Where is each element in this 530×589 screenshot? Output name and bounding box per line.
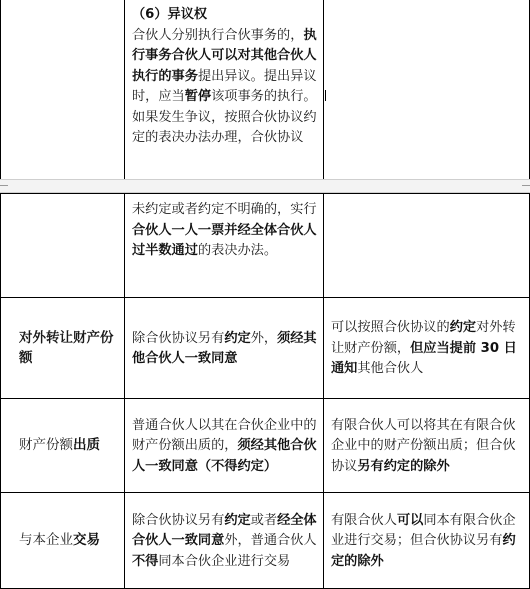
limited-partner-cell (324, 298, 530, 399)
text: 普通合伙人以其在合伙企业中的财产份额出质的， (132, 417, 317, 454)
bold-text: 交易 (73, 532, 100, 549)
bold-text: 约定 (449, 320, 477, 336)
text: 同本有限合伙企业进行交易；但合伙协议另有 (331, 512, 516, 549)
text: 除合伙协议另有 (132, 512, 225, 528)
bold-text: 约定 (224, 330, 251, 346)
text: 与本企业 (19, 532, 73, 549)
table-top (0, 0, 530, 181)
empty-cell (1, 194, 125, 298)
text: 同本合伙企业进行交易 (158, 553, 291, 569)
row-label-cell (1, 399, 125, 493)
text: 或者 (250, 512, 278, 528)
table-row (1, 0, 530, 181)
page-margin-mark (522, 185, 530, 186)
table-row (1, 194, 530, 298)
text: 对外转让财产份额， (331, 320, 516, 356)
objection-heading: （6）异议权 (132, 7, 208, 22)
objection-continued-cell (125, 194, 324, 298)
bold-text: 约定的除外 (331, 533, 516, 569)
row-label-cell (1, 493, 125, 589)
text: 有限合伙人 (331, 512, 397, 528)
table-row (1, 298, 530, 399)
empty-cell (324, 0, 530, 181)
table-row (1, 493, 530, 589)
page-bottom (0, 193, 530, 589)
row-label-cell (1, 298, 125, 399)
text: 可以按照合伙协议的 (331, 320, 450, 336)
text: 未约定或者约定不明确的，实行 (132, 202, 317, 217)
limited-partner-cell (324, 399, 530, 493)
page-margin-mark (0, 185, 8, 186)
bold-text: 须经其他合伙人一致同意 (132, 330, 317, 366)
text: 外， (250, 330, 278, 346)
objection-right-cell (125, 0, 324, 181)
bold-text: 但应当提前 30 日通知 (331, 340, 517, 377)
text-cursor (325, 90, 326, 101)
empty-cell (324, 194, 530, 298)
text: 该项事务的执行。如果发生争议，按照合伙协议约定的表决办法办理，合伙协议 (132, 89, 317, 145)
bold-text: 执行事务合伙人可以对其他合伙人执行的事务 (132, 27, 317, 84)
text: 其他合伙人 (357, 361, 424, 377)
text: 除合伙协议另有 (132, 330, 225, 346)
limited-partner-cell (324, 493, 530, 589)
bold-text: 合伙人一人一票并经全体合伙人过半数通过 (132, 222, 317, 258)
text: 的表决办法。 (197, 243, 278, 258)
row-label-trade (1, 530, 124, 551)
row-label-pledge (1, 435, 124, 456)
text: 财产份额 (19, 437, 73, 454)
text: 外，普通合伙人 (224, 533, 317, 549)
bold-text: 可以 (396, 512, 424, 528)
text: 提出异议。提出异议时，应当 (132, 68, 317, 104)
page-break (0, 179, 530, 193)
table-bottom (0, 193, 530, 589)
text: 合伙人分别执行合伙事务的， (132, 27, 304, 43)
general-partner-cell (125, 493, 324, 589)
table-row (1, 399, 530, 493)
bold-text: 不得 (132, 553, 159, 569)
bold-text: 经全体合伙人一致同意 (132, 512, 317, 549)
page-top (0, 0, 530, 181)
text: 有限合伙人可以将其在有限合伙企业中的财产份额出质；但合伙协议 (331, 417, 516, 474)
empty-cell (1, 0, 125, 181)
bold-text: 约定 (224, 512, 251, 528)
bold-text: 须经其他合伙人一致同意（不得约定） (132, 438, 317, 474)
bold-text: 出质 (73, 437, 100, 454)
general-partner-cell (125, 399, 324, 493)
bold-text: 另有约定的除外 (357, 458, 450, 474)
general-partner-cell (125, 298, 324, 399)
row-label-transfer: 对外转让财产份额 (19, 329, 114, 366)
bold-text: 暂停 (184, 89, 212, 104)
